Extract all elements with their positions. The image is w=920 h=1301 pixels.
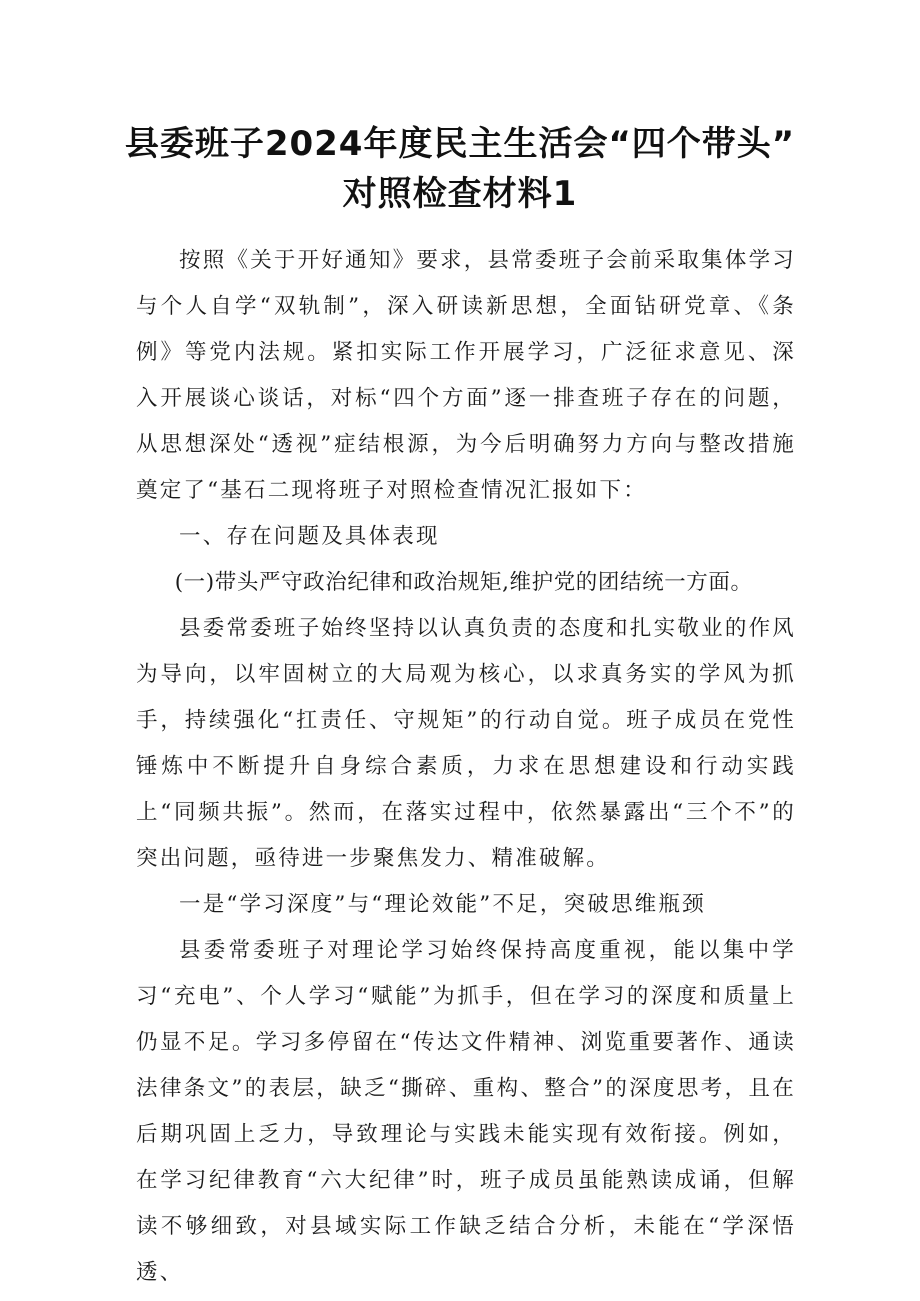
intro-paragraph: 按照《关于开好通知》要求，县常委班子会前采取集体学习与个人自学“双轨制”，深入研读新思想，全面钻研党章、《条例》等党内法规。紧扣实际工作开展学习，广泛征求意见、深入开展谈心谈话，对标“四个方面”逐一排查班子存在的问题，从思想深处“透视”症结根源，为今后明确努力方向与整改措施奠定了“基石二现将班子对照检查情况汇报如下： bbox=[136, 248, 796, 503]
section-heading: 一、存在问题及具体表现 bbox=[179, 524, 440, 549]
body-paragraph: 县委常委班子始终坚持以认真负责的态度和扎实敬业的作风为导向，以牢固树立的大局观为核心，以求真务实的学风为抓手，持续强化“扛责任、守规矩”的行动自觉。班子成员在党性锤炼中不断提升自身综合素质，力求在思想建设和行动实践上“同频共振”。然而，在落实过程中，依然暴露出“三个不”的突出问题，亟待进一步聚焦发力、精准破解。 bbox=[136, 616, 796, 871]
point-heading: 一是“学习深度”与“理论效能”不足，突破思维瓶颈 bbox=[179, 892, 706, 917]
body-paragraph: 县委常委班子对理论学习始终保持高度重视，能以集中学习“充电”、个人学习“赋能”为抓手，但在学习的深度和质量上仍显不足。学习多停留在“传达文件精神、浏览重要著作、通读法律条文”的表层，缺乏“撕碎、重构、整合”的深度思考，且在后期巩固上乏力，导致理论与实践未能实现有效衔接。例如，在学习纪律教育“六大纪律”时，班子成员虽能熟读成诵，但解读不够细致，对县域实际工作缺乏结合分析，未能在“学深悟透、 bbox=[136, 938, 796, 1285]
subsection-heading: (一)带头严守政治纪律和政治规矩,维护党的团结统一方面。 bbox=[174, 570, 753, 595]
document-title-line-1: 县委班子2024年度民主生活会“四个带头” bbox=[124, 124, 796, 164]
document-title-line-2: 对照检查材料1 bbox=[342, 174, 578, 214]
document-body bbox=[136, 238, 796, 1296]
